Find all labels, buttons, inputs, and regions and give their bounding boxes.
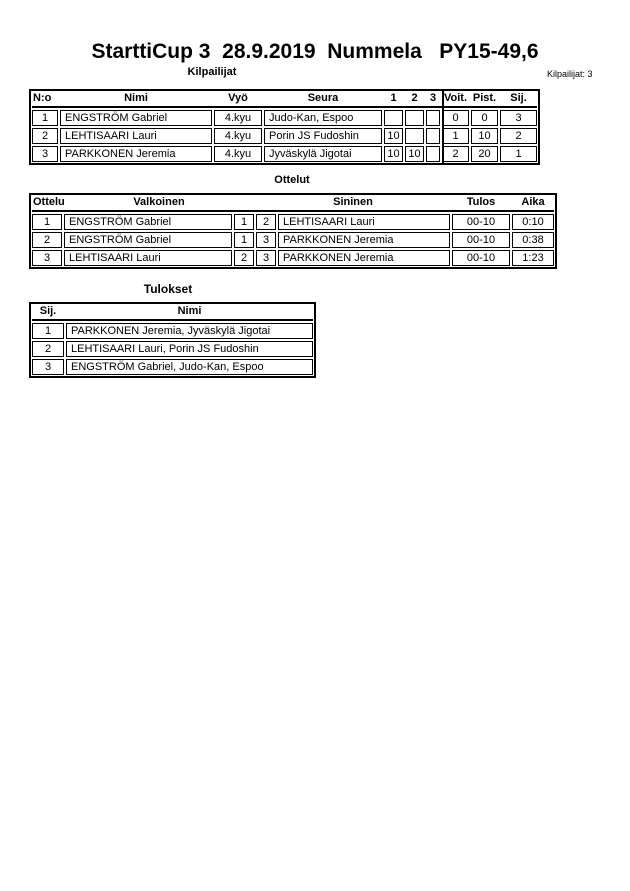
- kilpailijat-body: [32, 108, 537, 162]
- table-cell: 2: [32, 128, 58, 144]
- table-cell: 1: [442, 128, 469, 144]
- table-cell: 3: [32, 359, 64, 375]
- table-cell: 00-10: [452, 232, 510, 248]
- column-header: Sij.: [39, 305, 57, 317]
- table-cell: 10: [471, 128, 498, 144]
- table-cell: 3: [500, 110, 537, 126]
- table-cell: [426, 110, 440, 126]
- table-cell: 4.kyu: [214, 128, 262, 144]
- column-header: Ottelu: [33, 196, 65, 208]
- table-cell: 3: [32, 250, 62, 266]
- table-cell: 2: [234, 250, 254, 266]
- table-cell: [405, 128, 424, 144]
- column-header: Aika: [521, 196, 545, 208]
- column-group-divider: [442, 91, 444, 163]
- ottelut-header-row: [32, 196, 554, 212]
- section-title-kilpailijat: Kilpailijat: [187, 66, 237, 78]
- table-cell: 1: [32, 214, 62, 230]
- table-cell: 2: [32, 232, 62, 248]
- column-header: Voit.: [443, 92, 467, 104]
- table-cell: PARKKONEN Jeremia, Jyväskylä Jigotai: [66, 323, 313, 339]
- table-cell: 1: [234, 214, 254, 230]
- column-header: N:o: [33, 92, 52, 104]
- table-cell: ENGSTRÖM Gabriel, Judo-Kan, Espoo: [66, 359, 313, 375]
- column-header: Tulos: [466, 196, 496, 208]
- ottelut-body: [32, 212, 554, 266]
- kilpailijat-header-row: [32, 92, 537, 108]
- table-cell: 2: [500, 128, 537, 144]
- table-cell: ENGSTRÖM Gabriel: [60, 110, 212, 126]
- table-cell: 1:23: [512, 250, 554, 266]
- column-header: Nimi: [124, 92, 148, 104]
- table-cell: LEHTISAARI Lauri: [64, 250, 232, 266]
- table-cell: 10: [384, 128, 403, 144]
- column-header: 3: [429, 92, 437, 104]
- table-cell: ENGSTRÖM Gabriel: [64, 214, 232, 230]
- column-header: Vyö: [228, 92, 248, 104]
- table-cell: [426, 128, 440, 144]
- table-cell: Judo-Kan, Espoo: [264, 110, 382, 126]
- table-cell: 00-10: [452, 250, 510, 266]
- table-cell: 10: [384, 146, 403, 162]
- table-cell: 2: [32, 341, 64, 357]
- table-cell: 3: [256, 250, 276, 266]
- table-cell: 00-10: [452, 214, 510, 230]
- column-header: 2: [411, 92, 418, 104]
- tulokset-header-row: [32, 305, 313, 321]
- table-cell: Porin JS Fudoshin: [264, 128, 382, 144]
- table-cell: 1: [32, 110, 58, 126]
- column-header: Nimi: [177, 305, 202, 317]
- section-title-tulokset: Tulokset: [143, 282, 193, 296]
- page-title: StarttiCup 3 28.9.2019 Nummela PY15-49,6: [91, 40, 539, 63]
- table-cell: [426, 146, 440, 162]
- table-cell: LEHTISAARI Lauri, Porin JS Fudoshin: [66, 341, 313, 357]
- table-cell: 0: [471, 110, 498, 126]
- table-cell: 4.kyu: [214, 110, 262, 126]
- table-cell: 2: [442, 146, 469, 162]
- table-cell: 2: [256, 214, 276, 230]
- table-cell: 4.kyu: [214, 146, 262, 162]
- table-cell: 1: [32, 323, 64, 339]
- table-cell: [384, 110, 403, 126]
- tulokset-table: [29, 302, 316, 378]
- table-cell: 0: [442, 110, 469, 126]
- table-cell: [405, 110, 424, 126]
- table-cell: ENGSTRÖM Gabriel: [64, 232, 232, 248]
- table-cell: 3: [256, 232, 276, 248]
- table-cell: 3: [32, 146, 58, 162]
- table-cell: LEHTISAARI Lauri: [278, 214, 450, 230]
- table-cell: 1: [500, 146, 537, 162]
- column-header: Sininen: [333, 196, 373, 208]
- competitor-count: Kilpailijat: 3: [547, 69, 593, 79]
- table-cell: PARKKONEN Jeremia: [278, 232, 450, 248]
- column-header: Seura: [307, 92, 339, 104]
- table-cell: 10: [405, 146, 424, 162]
- table-cell: PARKKONEN Jeremia: [278, 250, 450, 266]
- table-cell: LEHTISAARI Lauri: [60, 128, 212, 144]
- ottelut-table: [29, 193, 557, 269]
- table-cell: 0:38: [512, 232, 554, 248]
- table-cell: 0:10: [512, 214, 554, 230]
- table-cell: PARKKONEN Jeremia: [60, 146, 212, 162]
- section-title-ottelut: Ottelut: [274, 174, 310, 186]
- table-cell: Jyväskylä Jigotai: [264, 146, 382, 162]
- tulokset-body: [32, 321, 313, 375]
- table-cell: 1: [234, 232, 254, 248]
- kilpailijat-table: [29, 89, 540, 165]
- column-header: Pist.: [472, 92, 497, 104]
- column-header: 1: [390, 92, 397, 104]
- table-cell: 20: [471, 146, 498, 162]
- column-header: Valkoinen: [133, 196, 185, 208]
- column-header: Sij.: [510, 92, 527, 104]
